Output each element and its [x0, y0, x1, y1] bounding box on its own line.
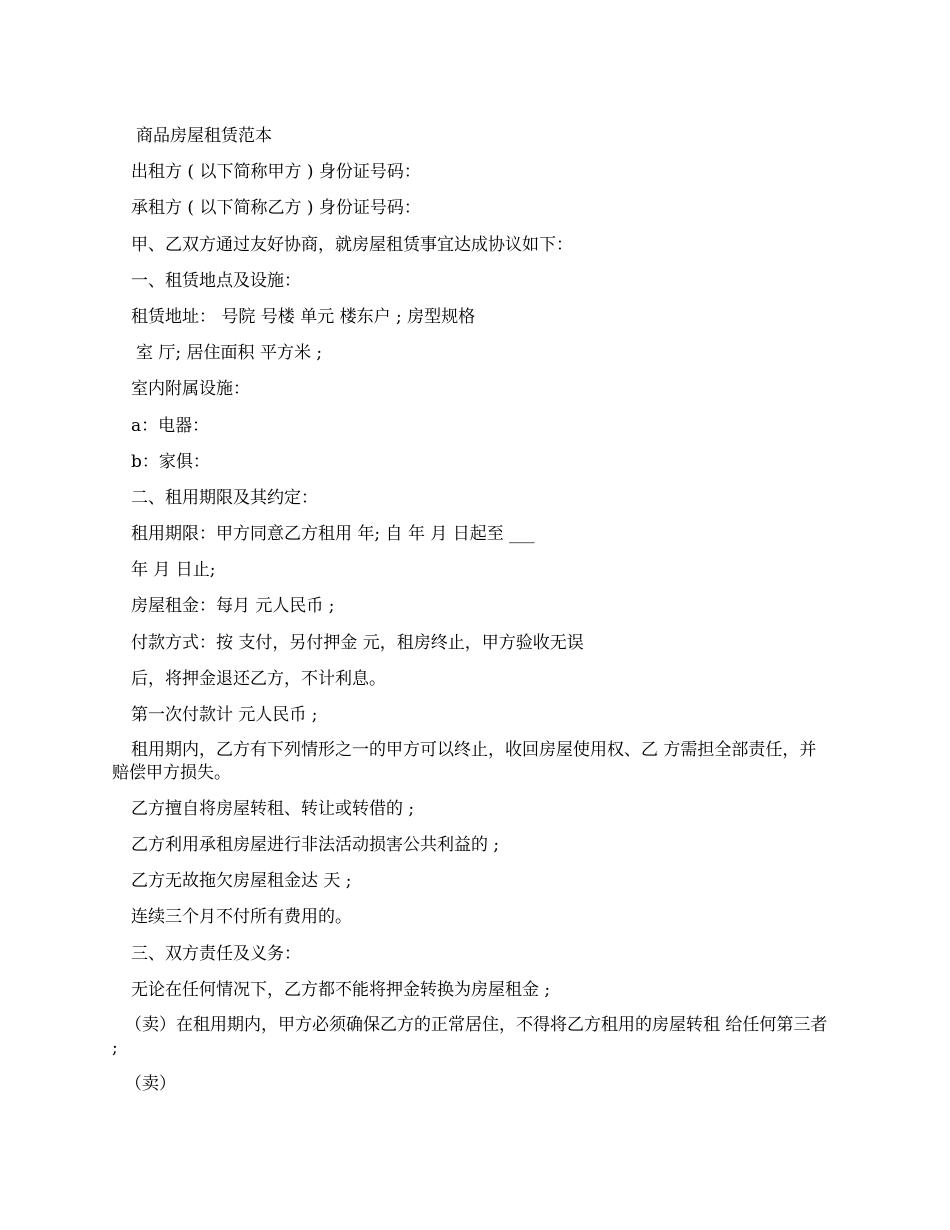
paragraph-appliances: a：电器：: [131, 415, 210, 436]
section-heading-location: 一、租赁地点及设施：: [131, 270, 301, 291]
paragraph-lease-term: 租用期限：甲方同意乙方租用 年; 自 年 月 日起至 ___: [131, 524, 535, 545]
paragraph-address: 租赁地址： 号院 号楼 单元 楼东户 ; 房型规格: [131, 306, 476, 327]
paragraph-lessee-id: 承租方 ( 以下简称乙方 ) 身份证号码：: [131, 198, 421, 219]
paragraph-lease-end: 年 月 日止;: [131, 560, 216, 581]
paragraph-lessor-duty: （卖）在租用期内，甲方必须确保乙方的正常居住，不得将乙方租用的房屋转租 给任何第三者 ;: [112, 1014, 828, 1058]
paragraph-unpaid-fees: 连续三个月不付所有费用的。: [131, 907, 352, 928]
section-heading-term: 二、租用期限及其约定：: [131, 487, 318, 508]
paragraph-deposit-rule: 无论在任何情况下，乙方都不能将押金转换为房屋租金 ;: [131, 979, 551, 1000]
paragraph-illegal-use: 乙方利用承租房屋进行非法活动损害公共利益的 ;: [131, 834, 500, 855]
section-heading-duties: 三、双方责任及义务：: [131, 943, 301, 964]
paragraph-rent: 房屋租金：每月 元人民币 ;: [131, 596, 335, 617]
paragraph-sublet: 乙方擅自将房屋转租、转让或转借的 ;: [131, 798, 415, 819]
paragraph-trailing: （卖）: [125, 1073, 176, 1094]
paragraph-deposit-return: 后，将押金退还乙方，不计利息。: [131, 668, 386, 689]
paragraph-payment-method: 付款方式：按 支付，另付押金 元，租房终止，甲方验收无误: [131, 632, 584, 653]
paragraph-area: 室 厅; 居住面积 平方米 ;: [136, 343, 323, 364]
document-body: [112, 124, 830, 1108]
paragraph-furniture: b：家俱：: [131, 451, 210, 472]
paragraph-lessor-id: 出租方 ( 以下简称甲方 ) 身份证号码：: [131, 162, 421, 183]
paragraph-facilities: 室内附属设施：: [131, 379, 250, 400]
paragraph-agreement-intro: 甲、乙双方通过友好协商，就房屋租赁事宜达成协议如下：: [131, 234, 573, 255]
paragraph-first-payment: 第一次付款计 元人民币 ;: [131, 705, 318, 725]
document-title: 商品房屋租赁范本: [136, 126, 272, 146]
paragraph-arrears: 乙方无故拖欠房屋租金达 天 ;: [131, 871, 352, 892]
paragraph-termination: 租用期内，乙方有下列情形之一的甲方可以终止，收回房屋使用权、乙 方需担全部责任，并赔偿甲方损失。: [112, 740, 817, 784]
